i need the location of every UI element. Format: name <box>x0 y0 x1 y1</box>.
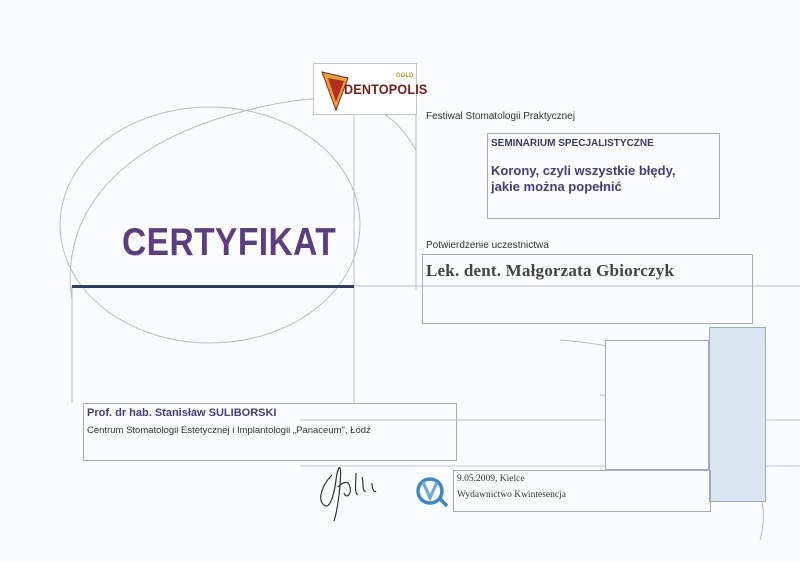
seminar-title-line1: Korony, czyli wszystkie błędy, <box>491 163 676 178</box>
dentopolis-logo <box>313 63 428 115</box>
seminar-box <box>487 133 720 219</box>
publisher-name: Wydawnictwo Kwintesencja <box>457 490 566 500</box>
issue-date-place: 9.05.2009, Kielce <box>457 474 525 484</box>
participant-name: Lek. dent. Małgorzata Gbiorczyk <box>426 261 675 280</box>
certificate-title: CERTYFIKAT <box>122 221 337 264</box>
seminar-title-line2: jakie można popełnić <box>491 179 622 194</box>
issue-box <box>453 470 711 512</box>
logo-text: DENTOPOLIS <box>344 81 428 97</box>
blue-panel <box>709 327 766 502</box>
quintessence-logo <box>413 476 451 508</box>
festival-name: Festiwal Stomatologii Praktycznej <box>426 111 575 122</box>
signature <box>312 455 392 525</box>
signer-box <box>83 403 457 461</box>
seminar-label: SEMINARIUM SPECJALISTYCZNE <box>491 138 654 149</box>
title-underline <box>72 285 354 288</box>
signer-institution: Centrum Stomatologii Estetycznej i Implantologii „Panaceum", Łódź <box>87 425 371 436</box>
confirmation-label: Potwierdzenie uczestnictwa <box>426 240 549 251</box>
signer-name: Prof. dr hab. Stanisław SULIBORSKI <box>87 407 277 419</box>
side-box <box>605 340 709 470</box>
seminar-title <box>491 163 675 195</box>
logo-badge: GOLD <box>396 73 414 79</box>
participant-box <box>422 254 753 324</box>
